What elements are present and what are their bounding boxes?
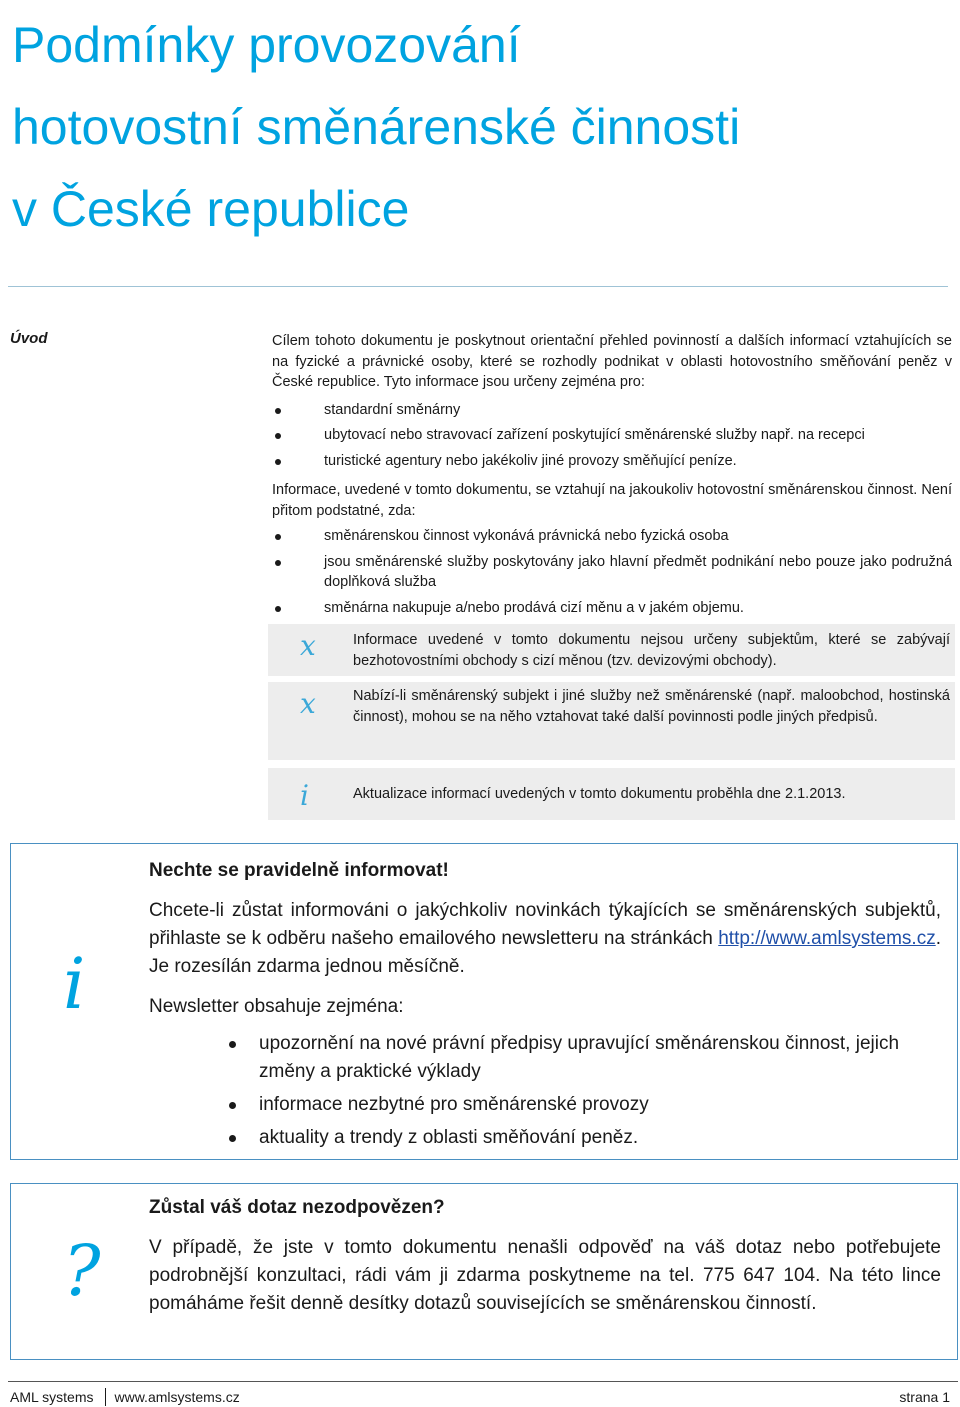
conditions-list — [272, 526, 952, 618]
question-paragraph: V případě, že jste v tomto dokumentu nenašli odpověď na váš dotaz nebo potřebujete podrobnější konzultaci, rádi vám ji zdarma poskytneme na tel. 775 647 104. Na této lince pomáháme řešit denně desítky dotazů souvisejících se směnárenskou činností. — [149, 1237, 941, 1314]
section-label-intro: Úvod — [10, 330, 48, 347]
list-item: jsou směnárenské služby poskytovány jako hlavní předmět podnikání nebo pouze jako podružná doplňková služba — [272, 552, 952, 593]
footer-divider — [8, 1381, 958, 1382]
intro-section — [272, 331, 952, 623]
newsletter-heading: Nechte se pravidelně informovat! — [149, 860, 449, 881]
note-text: Aktualizace informací uvedených v tomto dokumentu proběhla dne 2.1.2013. — [353, 786, 846, 802]
note-update-date — [268, 768, 955, 820]
question-heading: Zůstal váš dotaz nezodpovězen? — [149, 1197, 445, 1218]
question-box — [10, 1183, 958, 1360]
newsletter-content — [149, 857, 941, 1157]
footer-company: AML systems — [10, 1389, 94, 1405]
footer-website: www.amlsystems.cz — [114, 1389, 240, 1405]
note-other-services — [268, 682, 955, 760]
list-item: turistické agentury nebo jakékoliv jiné provozy směňující peníze. — [272, 451, 952, 472]
intro-paragraph-2: Informace, uvedené v tomto dokumentu, se vztahují na jakoukoliv hotovostní směnárenskou činnost. Není přitom podstatné, zda: — [272, 482, 952, 519]
question-content — [149, 1194, 941, 1318]
cross-icon: x — [300, 687, 316, 720]
list-item: upozornění na nové právní předpisy upravující směnárenskou činnost, jejich změny a praktické výklady — [149, 1030, 941, 1086]
info-icon: i — [300, 779, 309, 812]
target-audience-list — [272, 400, 952, 472]
note-text: Nabízí-li směnárenský subjekt i jiné služby než směnárenské (např. maloobchod, hostinská činnost), mohou se na něho vztahovat také další povinnosti podle jiných předpisů. — [353, 688, 950, 725]
title-line-1: Podmínky provozování — [12, 17, 521, 73]
newsletter-text: Chcete-li zůstat informováni o jakýchkoliv novinkách týkajících se směnárenských subjektů, přihlaste se k odběru našeho emailového newsletteru na stránkách — [149, 900, 941, 949]
newsletter-link[interactable]: http://www.amlsystems.cz — [718, 928, 936, 949]
list-item: standardní směnárny — [272, 400, 952, 421]
list-item: směnárenskou činnost vykonává právnická nebo fyzická osoba — [272, 526, 952, 547]
newsletter-box — [10, 843, 958, 1160]
title-line-3: v České republice — [12, 181, 410, 237]
newsletter-text-end: . Je rozesílán zdarma jednou měsíčně. — [149, 928, 941, 977]
list-item: informace nezbytné pro směnárenské provozy — [149, 1091, 941, 1119]
intro-paragraph-1: Cílem tohoto dokumentu je poskytnout orientační přehled povinností a dalších informací vztahujících se na fyzické a právnické osoby, které se rozhodly podnikat v oblasti hotovostního směňování peněz v České republice. Tyto informace jsou určeny zejména pro: — [272, 333, 952, 390]
note-exclusion — [268, 624, 955, 676]
document-title — [12, 4, 952, 250]
list-item: ubytovací nebo stravovací zařízení poskytující směnárenské služby např. na recepci — [272, 425, 952, 446]
cross-icon: x — [300, 629, 316, 662]
info-icon: i — [63, 943, 86, 1025]
newsletter-paragraph — [149, 897, 941, 981]
page-number: strana 1 — [899, 1389, 950, 1405]
page-footer — [10, 1388, 950, 1406]
question-icon: ? — [63, 1230, 101, 1312]
footer-separator — [105, 1388, 106, 1406]
notes-group — [268, 624, 955, 820]
list-item: směnárna nakupuje a/nebo prodává cizí měnu a v jakém objemu. — [272, 598, 952, 619]
note-text: Informace uvedené v tomto dokumentu nejsou určeny subjektům, které se zabývají bezhotovostními obchody s cizí měnou (tzv. devizovými obchody). — [353, 632, 950, 669]
newsletter-list-intro: Newsletter obsahuje zejména: — [149, 996, 404, 1017]
newsletter-topics-list — [149, 1030, 941, 1152]
title-divider — [8, 286, 948, 287]
title-line-2: hotovostní směnárenské činnosti — [12, 99, 741, 155]
list-item: aktuality a trendy z oblasti směňování peněz. — [149, 1124, 941, 1152]
